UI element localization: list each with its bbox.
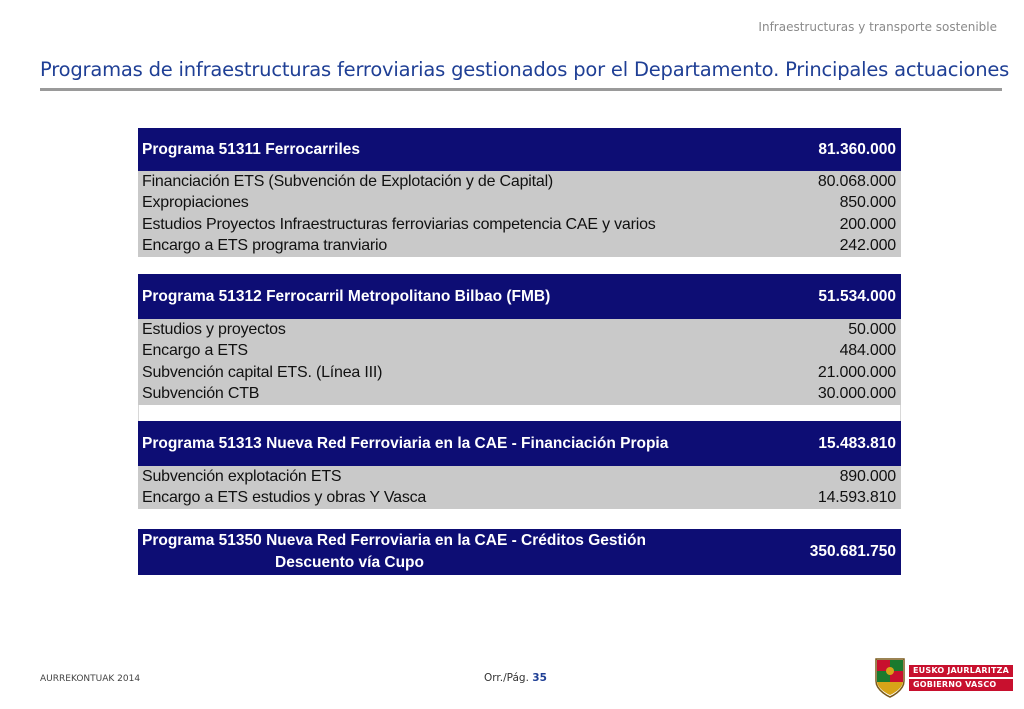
- item-amount: 50.000: [848, 320, 896, 338]
- program-title-line2: Descuento vía Cupo: [275, 554, 424, 571]
- program-51312-block: [138, 274, 901, 421]
- program-header: [138, 274, 901, 319]
- item-amount: 80.068.000: [817, 172, 896, 190]
- title-divider: [40, 88, 1002, 91]
- program-header: [138, 529, 901, 575]
- row-spacer: [138, 405, 901, 421]
- item-label: Encargo a ETS estudios y obras Y Vasca: [142, 489, 427, 507]
- item-amount: 14.593.810: [817, 489, 896, 507]
- item-amount: 242.000: [839, 237, 896, 255]
- item-label: Expropiaciones: [142, 194, 249, 212]
- item-label: Subvención capital ETS. (Línea III): [142, 363, 383, 381]
- table-row: [138, 466, 901, 488]
- program-title-line1: Programa 51350 Nueva Red Ferroviaria en la CAE - Créditos Gestión: [142, 532, 646, 549]
- table-row: [138, 488, 901, 510]
- budget-year-label: AURREKONTUAK 2014: [40, 674, 141, 684]
- program-title: [142, 530, 646, 574]
- page-number: [484, 672, 547, 684]
- table-row: [138, 341, 901, 363]
- program-title: Programa 51312 Ferrocarril Metropolitano Bilbao (FMB): [142, 287, 551, 305]
- section-label: Infraestructuras y transporte sostenible: [758, 20, 997, 34]
- item-label: Encargo a ETS programa tranviario: [142, 237, 388, 255]
- item-amount: 484.000: [839, 342, 896, 360]
- item-amount: 30.000.000: [817, 385, 896, 403]
- table-row: [138, 319, 901, 341]
- program-51350-block: [138, 529, 901, 575]
- item-amount: 200.000: [839, 215, 896, 233]
- table-row: [138, 193, 901, 215]
- logo-line1: EUSKO JAURLARITZA: [909, 665, 1013, 677]
- government-logo: [873, 657, 1013, 699]
- program-items: [138, 171, 901, 257]
- page-number-value: 35: [532, 672, 547, 684]
- logo-text: [909, 665, 1013, 691]
- logo-line2: GOBIERNO VASCO: [909, 679, 1013, 691]
- item-label: Estudios y proyectos: [142, 320, 286, 338]
- item-amount: 850.000: [839, 194, 896, 212]
- program-header: [138, 421, 901, 466]
- item-amount: 21.000.000: [817, 363, 896, 381]
- table-row: [138, 384, 901, 406]
- item-label: Subvención CTB: [142, 385, 260, 403]
- program-total: 15.483.810: [818, 434, 896, 452]
- program-total: 81.360.000: [818, 140, 896, 158]
- program-total: 350.681.750: [809, 543, 896, 560]
- item-label: Subvención explotación ETS: [142, 467, 342, 485]
- program-51311-block: [138, 128, 901, 257]
- program-51313-block: [138, 421, 901, 509]
- table-row: [138, 171, 901, 193]
- page-label: Orr./Pág.: [484, 672, 529, 684]
- program-title: Programa 51313 Nueva Red Ferroviaria en la CAE - Financiación Propia: [142, 434, 669, 452]
- table-row: [138, 214, 901, 236]
- table-row: [138, 236, 901, 258]
- program-title: Programa 51311 Ferrocarriles: [142, 140, 360, 158]
- table-row: [138, 362, 901, 384]
- program-header: [138, 128, 901, 171]
- item-label: Estudios Proyectos Infraestructuras ferroviarias competencia CAE y varios: [142, 215, 656, 233]
- program-items: [138, 319, 901, 405]
- program-items: [138, 466, 901, 509]
- program-total: 51.534.000: [818, 287, 896, 305]
- item-label: Financiación ETS (Subvención de Explotación y de Capital): [142, 172, 554, 190]
- coat-of-arms-icon: [873, 657, 907, 699]
- item-label: Encargo a ETS: [142, 342, 248, 360]
- item-amount: 890.000: [839, 467, 896, 485]
- page-title: Programas de infraestructuras ferroviarias gestionados por el Departamento. Principales actuaciones: [40, 58, 1010, 81]
